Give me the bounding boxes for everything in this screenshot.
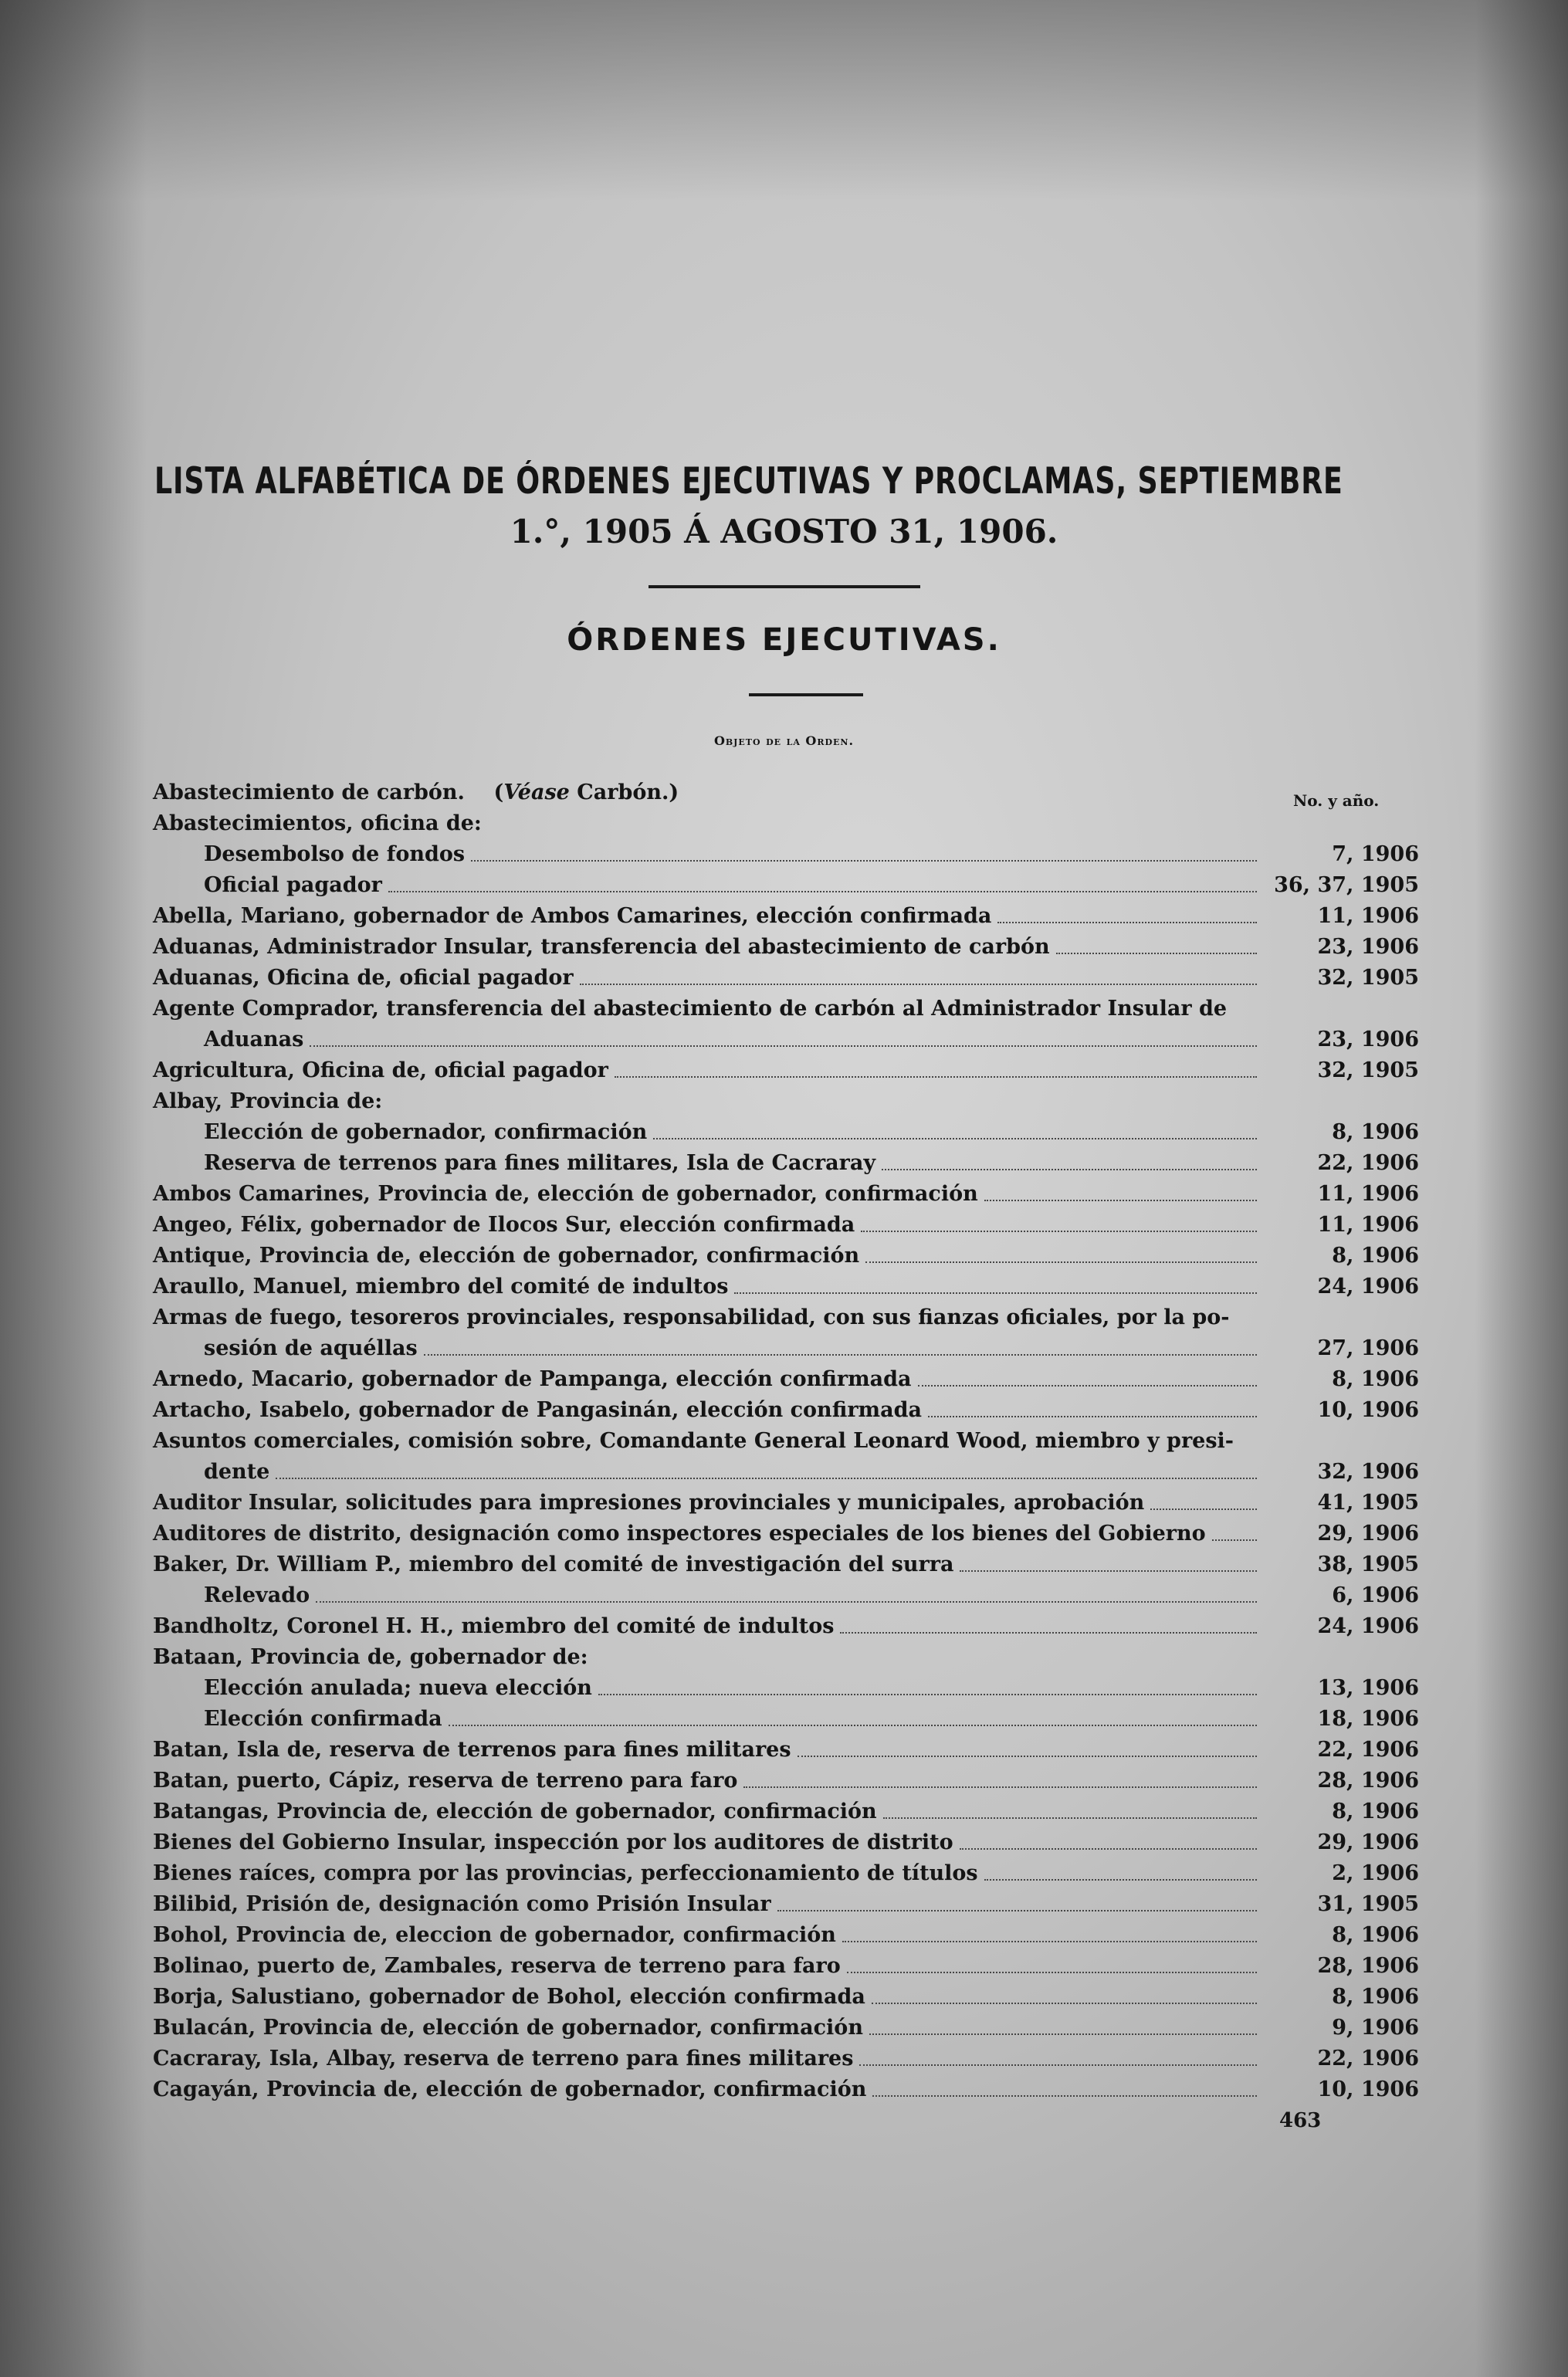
entry-text: sesión de aquéllas <box>204 1336 418 1360</box>
dot-leader <box>1056 932 1257 963</box>
entry-number: 11, 1906 <box>1317 1182 1419 1206</box>
dot-leader <box>865 1241 1257 1271</box>
index-entry <box>153 1673 1419 1704</box>
column-heading: Objeto de la Orden. <box>713 733 855 748</box>
index-entry <box>153 1302 1419 1333</box>
dot-leader <box>598 1673 1257 1704</box>
title-divider <box>649 585 920 588</box>
index-entry <box>153 1951 1419 1982</box>
scan-shadow-top <box>0 0 1568 201</box>
dot-leader <box>882 1148 1257 1179</box>
entry-number: 22, 1906 <box>1317 1151 1419 1175</box>
page-number: 463 <box>1279 2109 1322 2132</box>
dot-leader <box>388 870 1257 901</box>
entry-text: Agente Comprador, transferencia del abastecimiento de carbón al Administrador Insular de <box>153 997 1228 1021</box>
index-entry <box>153 2074 1419 2105</box>
index-entry <box>153 1055 1419 1086</box>
entry-number: 29, 1906 <box>1317 1830 1419 1854</box>
index-entry <box>153 808 1419 839</box>
entry-text: Elección anulada; nueva elección <box>204 1676 592 1700</box>
dot-leader <box>471 839 1257 870</box>
entry-text: Albay, Provincia de: <box>153 1089 383 1113</box>
entry-number: 18, 1906 <box>1317 1707 1419 1731</box>
dot-leader <box>960 1827 1257 1858</box>
entry-number: 13, 1906 <box>1317 1676 1419 1700</box>
index-entry <box>153 1766 1419 1796</box>
entry-text: Bandholtz, Coronel H. H., miembro del comité de indultos <box>153 1614 835 1638</box>
index-entry <box>153 1704 1419 1735</box>
entry-number: 41, 1905 <box>1317 1491 1419 1515</box>
entry-text: Bohol, Provincia de, eleccion de gobernador, confirmación <box>153 1923 836 1947</box>
entry-number: 22, 1906 <box>1317 1738 1419 1762</box>
entry-text: Bienes raíces, compra por las provincias, perfeccionamiento de títulos <box>153 1861 978 1885</box>
entry-text: Batangas, Provincia de, elección de gobernador, confirmación <box>153 1800 877 1823</box>
entry-text: Aduanas, Administrador Insular, transferencia del abastecimiento de carbón <box>153 935 1050 959</box>
entry-number: 9, 1906 <box>1332 2016 1419 2040</box>
entry-text: Bilibid, Prisión de, designación como Prisión Insular <box>153 1892 771 1916</box>
entry-text: Auditor Insular, solicitudes para impresiones provinciales y municipales, aprobación <box>153 1491 1145 1515</box>
entry-number: 2, 1906 <box>1332 1861 1419 1885</box>
index-entry <box>153 1889 1419 1920</box>
entry-number: 10, 1906 <box>1317 1398 1419 1422</box>
dot-leader <box>997 901 1257 932</box>
dot-leader <box>861 1210 1257 1241</box>
index-entry <box>153 1179 1419 1210</box>
index-entry <box>153 901 1419 932</box>
dot-leader <box>872 1982 1257 2013</box>
index-entry <box>153 839 1419 870</box>
entry-text: Ambos Camarines, Provincia de, elección de gobernador, confirmación <box>153 1182 978 1206</box>
entry-text: Reserva de terrenos para fines militares, Isla de Cacraray <box>204 1151 876 1175</box>
dot-leader <box>960 1549 1257 1580</box>
entry-text: Batan, puerto, Cápiz, reserva de terreno para faro <box>153 1769 738 1793</box>
index-entry <box>153 1117 1419 1148</box>
index-entry <box>153 1642 1419 1673</box>
entry-text: Aduanas <box>204 1028 304 1051</box>
index-entry <box>153 1920 1419 1951</box>
entry-number: 8, 1906 <box>1332 1367 1419 1391</box>
entry-number: 8, 1906 <box>1332 1800 1419 1823</box>
dot-leader <box>615 1055 1257 1086</box>
entry-number: 7, 1906 <box>1332 842 1419 866</box>
entry-text: Asuntos comerciales, comisión sobre, Comandante General Leonard Wood, miembro y presi- <box>153 1429 1234 1453</box>
entry-text: Oficial pagador <box>204 873 382 897</box>
entry-number: 32, 1905 <box>1317 966 1419 990</box>
dot-leader <box>316 1580 1257 1611</box>
index-list <box>153 777 1419 2105</box>
entry-text: Angeo, Félix, gobernador de Ilocos Sur, elección confirmada <box>153 1213 855 1237</box>
scan-shadow-left <box>0 0 147 2377</box>
entry-text: Relevado <box>204 1583 310 1607</box>
entry-number: 28, 1906 <box>1317 1769 1419 1793</box>
index-entry <box>153 1241 1419 1271</box>
see-target: Carbón.) <box>577 780 679 804</box>
dot-leader <box>883 1796 1257 1827</box>
entry-text: Aduanas, Oficina de, oficial pagador <box>153 966 574 990</box>
entry-number: 11, 1906 <box>1317 904 1419 928</box>
index-entry <box>153 1395 1419 1426</box>
dot-leader <box>872 2074 1257 2105</box>
entry-text: Agricultura, Oficina de, oficial pagador <box>153 1058 608 1082</box>
page-subtitle: 1.°, 1905 Á AGOSTO 31, 1906. <box>510 513 1058 550</box>
index-entry <box>153 1426 1419 1457</box>
dot-leader <box>984 1179 1257 1210</box>
dot-leader <box>734 1271 1257 1302</box>
entry-text: Borja, Salustiano, gobernador de Bohol, elección confirmada <box>153 1985 865 2009</box>
entry-number: 38, 1905 <box>1317 1552 1419 1576</box>
dot-leader <box>847 1951 1257 1982</box>
dot-leader <box>869 2013 1257 2043</box>
section-heading: ÓRDENES EJECUTIVAS. <box>567 622 1001 658</box>
dot-leader <box>798 1735 1257 1766</box>
index-entry <box>153 1210 1419 1241</box>
dot-leader <box>1150 1488 1257 1519</box>
entry-text: Antique, Provincia de, elección de gobernador, confirmación <box>153 1244 860 1268</box>
see-word: Véase <box>503 780 570 804</box>
entry-number: 22, 1906 <box>1317 2047 1419 2071</box>
dot-leader <box>918 1364 1257 1395</box>
entry-text: Cagayán, Provincia de, elección de gobernador, confirmación <box>153 2077 867 2101</box>
entry-text: Arnedo, Macario, gobernador de Pampanga, elección confirmada <box>153 1367 912 1391</box>
entry-text: Araullo, Manuel, miembro del comité de indultos <box>153 1275 729 1299</box>
entry-number: 24, 1906 <box>1317 1614 1419 1638</box>
entry-number: 24, 1906 <box>1317 1275 1419 1299</box>
dot-leader <box>424 1333 1257 1364</box>
dot-leader <box>859 2043 1257 2074</box>
entry-number: 31, 1905 <box>1317 1892 1419 1916</box>
entry-number: 6, 1906 <box>1332 1583 1419 1607</box>
entry-number: 10, 1906 <box>1317 2077 1419 2101</box>
entry-text: Bolinao, puerto de, Zambales, reserva de terreno para faro <box>153 1954 841 1978</box>
index-entry <box>153 1858 1419 1889</box>
entry-number: 23, 1906 <box>1317 1028 1419 1051</box>
index-entry <box>153 1982 1419 2013</box>
entry-number: 28, 1906 <box>1317 1954 1419 1978</box>
entry-text: Bataan, Provincia de, gobernador de: <box>153 1645 588 1669</box>
index-entry <box>153 1549 1419 1580</box>
dot-leader <box>777 1889 1257 1920</box>
first-entry-text: Abastecimiento de carbón. <box>153 780 465 804</box>
dot-leader <box>276 1457 1257 1488</box>
entry-text: Auditores de distrito, designación como inspectores especiales de los bienes del Gobierno <box>153 1522 1206 1546</box>
index-entry <box>153 1024 1419 1055</box>
dot-leader <box>580 963 1257 994</box>
index-entry <box>153 1364 1419 1395</box>
entry-text: Desembolso de fondos <box>204 842 466 866</box>
dot-leader <box>653 1117 1257 1148</box>
index-entry <box>153 1333 1419 1364</box>
entry-text: Armas de fuego, tesoreros provinciales, responsabilidad, con sus fianzas oficiales, por la po- <box>153 1305 1230 1329</box>
page-title: LISTA ALFABÉTICA DE ÓRDENES EJECUTIVAS Y PROCLAMAS, SEPTIEMBRE <box>154 460 1343 503</box>
dot-leader <box>743 1766 1257 1796</box>
entry-number: 23, 1906 <box>1317 935 1419 959</box>
dot-leader <box>310 1024 1257 1055</box>
index-entry <box>153 1519 1419 1549</box>
index-entry <box>153 2013 1419 2043</box>
entry-text: Batan, Isla de, reserva de terrenos para fines militares <box>153 1738 791 1762</box>
entry-number: 29, 1906 <box>1317 1522 1419 1546</box>
index-entry-first <box>153 777 1419 808</box>
entry-text: Baker, Dr. William P., miembro del comité de investigación del surra <box>153 1552 954 1576</box>
entry-number: 8, 1906 <box>1332 1244 1419 1268</box>
index-entry <box>153 1271 1419 1302</box>
dot-leader <box>1212 1519 1257 1549</box>
index-entry <box>153 1827 1419 1858</box>
entry-number: 32, 1906 <box>1317 1460 1419 1484</box>
index-entry <box>153 1148 1419 1179</box>
entry-text: Elección confirmada <box>204 1707 442 1731</box>
entry-text: Abella, Mariano, gobernador de Ambos Camarines, elección confirmada <box>153 904 992 928</box>
dot-leader <box>928 1395 1257 1426</box>
index-entry <box>153 1611 1419 1642</box>
index-entry <box>153 932 1419 963</box>
dot-leader <box>449 1704 1257 1735</box>
index-entry <box>153 963 1419 994</box>
entry-number: 8, 1906 <box>1332 1120 1419 1144</box>
entry-number: 8, 1906 <box>1332 1985 1419 2009</box>
index-entries <box>153 808 1419 2105</box>
entry-text: dente <box>204 1460 270 1484</box>
index-entry <box>153 1735 1419 1766</box>
entry-number: 8, 1906 <box>1332 1923 1419 1947</box>
number-column-heading: No. y año. <box>1293 791 1380 810</box>
entry-text: Bulacán, Provincia de, elección de gobernador, confirmación <box>153 2016 863 2040</box>
entry-text: Cacraray, Isla, Albay, reserva de terreno para fines militares <box>153 2047 854 2071</box>
entry-number: 11, 1906 <box>1317 1213 1419 1237</box>
entry-text: Elección de gobernador, confirmación <box>204 1120 648 1144</box>
entry-text: Abastecimientos, oficina de: <box>153 811 482 835</box>
dot-leader <box>842 1920 1257 1951</box>
dot-leader <box>984 1858 1257 1889</box>
index-entry <box>153 1086 1419 1117</box>
scan-shadow-right <box>1475 0 1568 2377</box>
see-paren: ( <box>493 780 504 804</box>
index-entry <box>153 1488 1419 1519</box>
heading-divider <box>749 693 863 696</box>
index-entry <box>153 1580 1419 1611</box>
index-entry <box>153 870 1419 901</box>
entry-text: Artacho, Isabelo, gobernador de Pangasinán, elección confirmada <box>153 1398 922 1422</box>
entry-number: 32, 1905 <box>1317 1058 1419 1082</box>
entry-number: 36, 37, 1905 <box>1274 873 1419 897</box>
index-entry <box>153 994 1419 1024</box>
entry-number: 27, 1906 <box>1317 1336 1419 1360</box>
index-entry <box>153 2043 1419 2074</box>
index-entry <box>153 1457 1419 1488</box>
index-entry <box>153 1796 1419 1827</box>
entry-text: Bienes del Gobierno Insular, inspección por los auditores de distrito <box>153 1830 953 1854</box>
dot-leader <box>840 1611 1257 1642</box>
